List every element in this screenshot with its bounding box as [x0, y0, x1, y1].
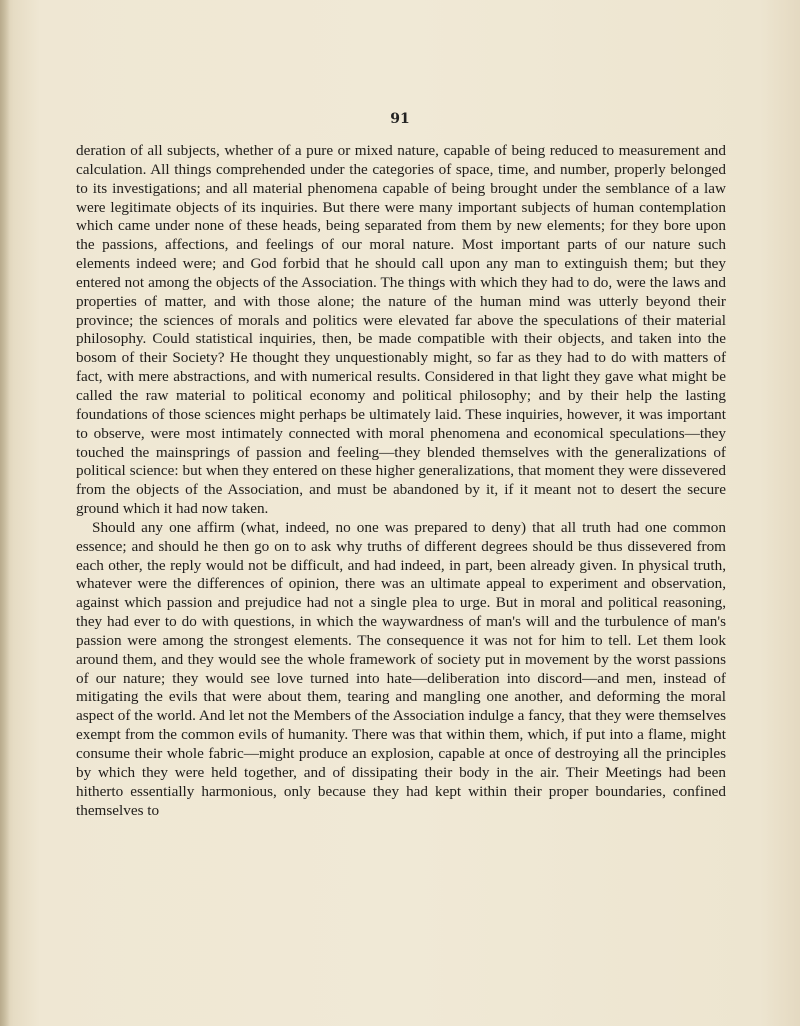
body-text [76, 142, 726, 820]
paragraph-1: deration of all subjects, whether of a pure or mixed nature, capable of being reduced to measurement and calculation. All things comprehended under the categories of space, time, and number, properly belonged to its investigations; and all material phenomena capable of being brought under the semblance of a law were legitimate objects of its inquiries. But there were many important subjects of human contemplation which came under none of these heads, being separated from them by new elements; for they bore upon the passions, affections, and feelings of our moral nature. Most important parts of our nature such elements indeed were; and God forbid that he should call upon any man to extinguish them; but they entered not among the objects of the Association. The things with which they had to do, were the laws and properties of matter, and with those alone; the nature of the human mind was utterly beyond their province; the sciences of morals and politics were elevated far above the speculations of their material philosophy. Could statistical inquiries, then, be made compatible with their objects, and taken into the bosom of their Society? He thought they unquestionably might, so far as they had to do with matters of fact, with mere abstractions, and with numerical results. Considered in that light they gave what might be called the raw material to political economy and political philosophy; and by their help the lasting foundations of those sciences might perhaps be ultimately laid. These inquiries, however, it was important to observe, were most intimately connected with moral phenomena and economical speculations—they touched the mainsprings of passion and feeling—they blended themselves with the generalizations of political science: but when they entered on these higher generalizations, that moment they were dissevered from the objects of the Association, and must be abandoned by it, if it meant not to desert the secure ground which it had now taken. [76, 142, 726, 518]
page-gutter-shadow [0, 0, 10, 1026]
page-number: 91 [390, 111, 410, 127]
paragraph-2: Should any one affirm (what, indeed, no one was prepared to deny) that all truth had one common essence; and should he then go on to ask why truths of different degrees should be thus dissevered from each other, the reply would not be difficult, and had indeed, in part, been already given. In physical truth, whatever were the differences of opinion, there was an ultimate appeal to experiment and observation, against which passion and prejudice had not a single plea to urge. But in moral and political reasoning, they had ever to do with questions, in which the waywardness of man's will and the turbulence of man's passion were among the strongest elements. The consequence it was not for him to tell. Let them look around them, and they would see the whole framework of society put in movement by the worst passions of our nature; they would see love turned into hate—deliberation into discord—and men, instead of mitigating the evils that were about them, tearing and mangling one another, and deforming the moral aspect of the world. And let not the Members of the Association indulge a fancy, that they were themselves exempt from the common evils of humanity. There was that within them, which, if put into a flame, might consume their whole fabric—might produce an explosion, capable at once of destroying all the principles by which they were held together, and of dissipating their body in the air. Their Meetings had been hitherto essentially harmonious, only because they had kept within their proper boundaries, confined themselves to [76, 518, 726, 819]
